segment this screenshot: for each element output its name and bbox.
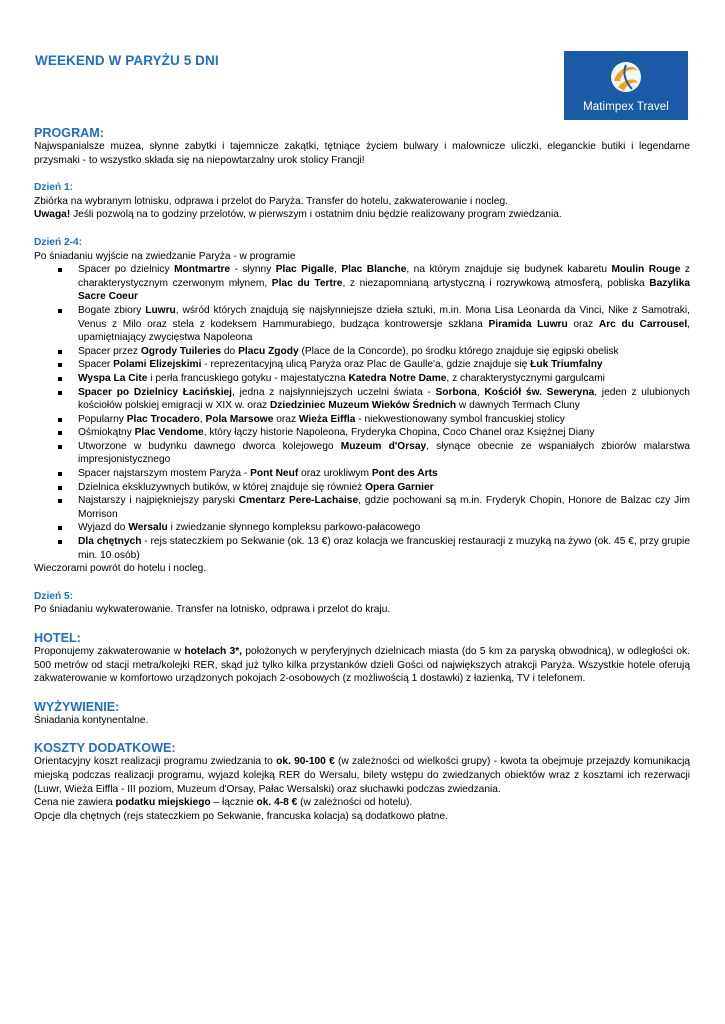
itinerary-item xyxy=(78,386,690,413)
bold-text: Łuk Triumfalny xyxy=(530,359,603,371)
text-run: położonych w peryferyjnych dzielnicach miasta (do 5 km za paryską obwodnicą), w odległości ok. 500 metrów od stacji metra/kolejki RER, skąd już tylko kilka przystanków dzieli Gości od największych atrakcji Paryża. Wszystkie hotele oferują zakwaterowanie w komfortowo urządzonych pokojach 2-osobowych (z możliwością 1 dostawki) z łazienką, TV i telefonem. xyxy=(34,646,690,685)
company-logo xyxy=(564,51,688,120)
bold-text: Sorbona xyxy=(435,386,477,398)
bold-text: Spacer po Dzielnicy Łacińskiej xyxy=(78,386,233,398)
text-run: Ośmiokątny xyxy=(78,427,135,439)
meals-heading: WYŻYWIENIE: xyxy=(34,699,120,714)
bold-text: ok. 4-8 € xyxy=(256,797,298,809)
text-run: , gdzie pochowani są m.in. Fryderyk Chopin, Honore de Balzac czy Jim Morrison xyxy=(78,495,691,520)
text-run: Najstarszy i najpiękniejszy paryski xyxy=(78,495,239,507)
bold-text: Katedra Notre Dame xyxy=(348,372,447,384)
text-run: (w zależności od hotelu). xyxy=(297,797,413,809)
bold-text: Pola Marsowe xyxy=(205,413,274,425)
itinerary-item xyxy=(78,440,690,467)
bold-text: podatku miejskiego xyxy=(115,797,211,809)
itinerary-item xyxy=(78,426,690,440)
bold-text: Muzeum d'Orsay xyxy=(340,440,427,452)
costs-paragraph: Opcje dla chętnych (rejs stateczkiem po Sekwanie, francuska kolacja) są dodatkowo płatne. xyxy=(34,810,448,822)
text-run: Spacer najstarszym mostem Paryża - xyxy=(78,468,251,480)
text-run: , słynące obecnie ze wspaniałych zbiorów malarstwa impresjonistycznego xyxy=(78,440,690,466)
text-run: w dawnych Termach Cluny xyxy=(456,400,580,412)
note-text: Jeśli pozwolą na to godziny przelotów, w pierwszym i ostatnim dniu będzie realizowany program zwiedzania. xyxy=(70,209,562,221)
text-run: Proponujemy zakwaterowanie w xyxy=(34,646,185,657)
bold-text: Piramida Luwru xyxy=(488,318,568,330)
bold-text: hotelach 3*, xyxy=(184,646,243,657)
text-run: – łącznie xyxy=(210,797,257,809)
text-run: - reprezentacyjną ulicą Paryża oraz Plac de Gaulle'a, gdzie znajduje się xyxy=(201,359,531,371)
days24-outro: Wieczorami powrót do hotelu i nocleg. xyxy=(34,563,207,575)
day5-heading: Dzień 5: xyxy=(34,590,74,602)
text-run: , wśród których znajdują się najsłynniejsze dzieła sztuki, m.in. Mona Lisa Leonarda da Vinci, Nike z Samotraki, Venus z Milo oraz stela z kodeksem Hammurabiego, budząca kontrowersje szklana xyxy=(78,304,690,330)
bold-text: Polami Elizejskimi xyxy=(113,359,202,371)
main-content xyxy=(34,126,690,823)
text-run: , na którym znajduje się budynek kabaretu xyxy=(406,264,612,276)
day1-heading: Dzień 1: xyxy=(34,182,74,194)
bold-text: Kościół św. Seweryna xyxy=(484,386,595,398)
bold-text: Pont des Arts xyxy=(371,468,438,480)
text-run: Spacer przez xyxy=(78,345,141,357)
text-run: Cena nie zawiera xyxy=(34,797,116,809)
text-run: , z charakterystycznymi gargulcami xyxy=(446,372,605,384)
bold-text: Plac Vendome xyxy=(134,427,204,439)
bold-text: Dziedziniec Muzeum Wieków Średnich xyxy=(269,400,457,412)
text-run: (Place de la Concorde), po środku którego znajduje się egipski obelisk xyxy=(298,345,619,357)
text-run: , jedna z najsłynniejszych uczelni świata - xyxy=(232,386,436,398)
itinerary-item xyxy=(78,521,690,535)
bold-text: Ogrody Tuileries xyxy=(140,345,222,357)
program-intro: Najwspanialsze muzea, słynne zabytki i tajemnicze zakątki, tętniące życiem bulwary i malownicze uliczki, eleganckie butiki i legendarne przysmaki - to wszystko składa się na niepowtarzalny urok stolicy Francji! xyxy=(34,141,690,166)
text-run: - rejs stateczkiem po Sekwanie (ok. 13 €) oraz kolacja we francuskiej restauracji z muzyką na żywo (ok. 45 €, przy grupie min. 10 osób) xyxy=(78,536,690,561)
text-run: - niekwestionowany symbol francuskiej stolicy xyxy=(355,413,565,425)
swirl-logo-icon xyxy=(608,57,644,99)
text-run: , xyxy=(199,413,206,425)
program-heading: PROGRAM: xyxy=(34,126,104,140)
text-run: oraz urokliwym xyxy=(298,468,372,480)
itinerary-item xyxy=(78,467,690,481)
bold-text: Bazylika Sacre Coeur xyxy=(78,277,691,303)
bold-text: Cmentarz Pere-Lachaise xyxy=(238,495,359,507)
text-run: , xyxy=(334,264,342,276)
logo-text: Matimpex Travel xyxy=(583,101,669,113)
bold-text: Luwru xyxy=(145,304,176,316)
costs-paragraph xyxy=(34,796,690,810)
note-label: Uwaga! xyxy=(34,209,71,221)
text-run: , który łączy historie Napoleona, Fryderyka Chopina, Coco Chanel oraz Księżnej Diany xyxy=(203,427,595,439)
text-run: Popularny xyxy=(78,413,127,425)
text-run: , xyxy=(476,386,485,398)
bold-text: Arc du Carrousel xyxy=(598,318,688,330)
bold-text: Moulin Rouge xyxy=(611,264,681,276)
bold-text: ok. 90-100 € xyxy=(276,756,335,768)
text-run: oraz xyxy=(273,413,299,425)
text-run: , z niezapomnianą artystyczną i rozrywkową atmosferą, pobliska xyxy=(342,277,650,289)
day1-text: Zbiórka na wybranym lotnisku, odprawa i przelot do Paryża. Transfer do hotelu, zakwaterowanie i nocleg. xyxy=(34,195,508,207)
costs-paragraph xyxy=(34,755,690,796)
itinerary-item xyxy=(78,304,690,345)
bold-text: Wieża Eiffla xyxy=(298,413,356,425)
text-run: z charakterystycznym czerwonym młynem, xyxy=(78,264,690,289)
text-run: Orientacyjny koszt realizacji programu zwiedzania to xyxy=(34,756,277,768)
itinerary-item xyxy=(78,358,690,372)
text-run: , jeden z ulubionych kościołów polskiej emigracji w XIX w. oraz xyxy=(78,386,690,412)
day1-note xyxy=(34,208,690,222)
itinerary-list xyxy=(34,263,690,562)
itinerary-item xyxy=(78,263,690,304)
text-run: Dzielnica ekskluzywnych butików, w której znajduje się również xyxy=(78,481,366,493)
text-run: Bogate zbiory xyxy=(78,304,146,316)
hotel-text xyxy=(34,645,690,686)
bold-text: Plac Trocadero xyxy=(126,413,200,425)
text-run: do xyxy=(221,345,239,357)
text-run: i zwiedzanie słynnego kompleksu parkowo-pałacowego xyxy=(167,522,421,534)
text-run: i perła francuskiego gotyku - majestatyczna xyxy=(147,372,349,384)
itinerary-item xyxy=(78,535,690,562)
itinerary-item xyxy=(78,345,690,359)
text-run: (w zależności od wielkości grupy) - kwota ta obejmuje przejazdy komunikacją miejską podczas realizacji programu, wyjazd kolejką RER do Wersalu, bilety wstępu do zwiedzanych obiektów wraz z kosztami ich rezerwacji (Luwr, Wieża Eiffla - III poziom, Muzeum d'Orsay, Pałac Wersalski) oraz słuchawki podczas zwiedzania. xyxy=(34,756,690,795)
bold-text: Opera Garnier xyxy=(365,481,434,493)
hotel-heading: HOTEL: xyxy=(34,631,81,645)
text-run: Spacer xyxy=(78,359,114,371)
text-run: oraz xyxy=(567,318,599,330)
day5-text: Po śniadaniu wykwaterowanie. Transfer na lotnisko, odprawa i przelot do kraju. xyxy=(34,604,391,616)
bold-text: Plac du Tertre xyxy=(271,277,343,289)
bold-text: Dla chętnych xyxy=(78,536,142,548)
costs-heading: KOSZTY DODATKOWE: xyxy=(34,741,176,756)
days24-intro: Po śniadaniu wyjście na zwiedzanie Paryża - w programie xyxy=(34,250,296,262)
bold-text: Plac Blanche xyxy=(341,264,407,276)
page-title: WEEKEND W PARYŻU 5 DNI xyxy=(35,53,219,68)
bold-text: Wyspa La Cite xyxy=(78,372,148,384)
bold-text: Pont Neuf xyxy=(250,468,299,480)
bold-text: Montmartre xyxy=(174,264,231,276)
itinerary-item xyxy=(78,413,690,427)
bold-text: Placu Zgody xyxy=(238,345,299,357)
bold-text: Plac Pigalle xyxy=(275,264,335,276)
days24-heading: Dzień 2-4: xyxy=(34,236,83,248)
text-run: Utworzone w budynku dawnego dworca kolejowego xyxy=(78,440,341,452)
meals-text: Śniadania kontynentalne. xyxy=(34,714,149,726)
text-run: , upamiętniający zwycięstwa Napoleona xyxy=(78,318,691,344)
itinerary-item xyxy=(78,372,690,386)
itinerary-item xyxy=(78,481,690,495)
text-run: Spacer po dzielnicy xyxy=(78,264,175,276)
itinerary-item xyxy=(78,494,690,521)
bold-text: Wersalu xyxy=(128,522,168,534)
text-run: Wyjazd do xyxy=(78,522,129,534)
text-run: - słynny xyxy=(230,264,276,276)
